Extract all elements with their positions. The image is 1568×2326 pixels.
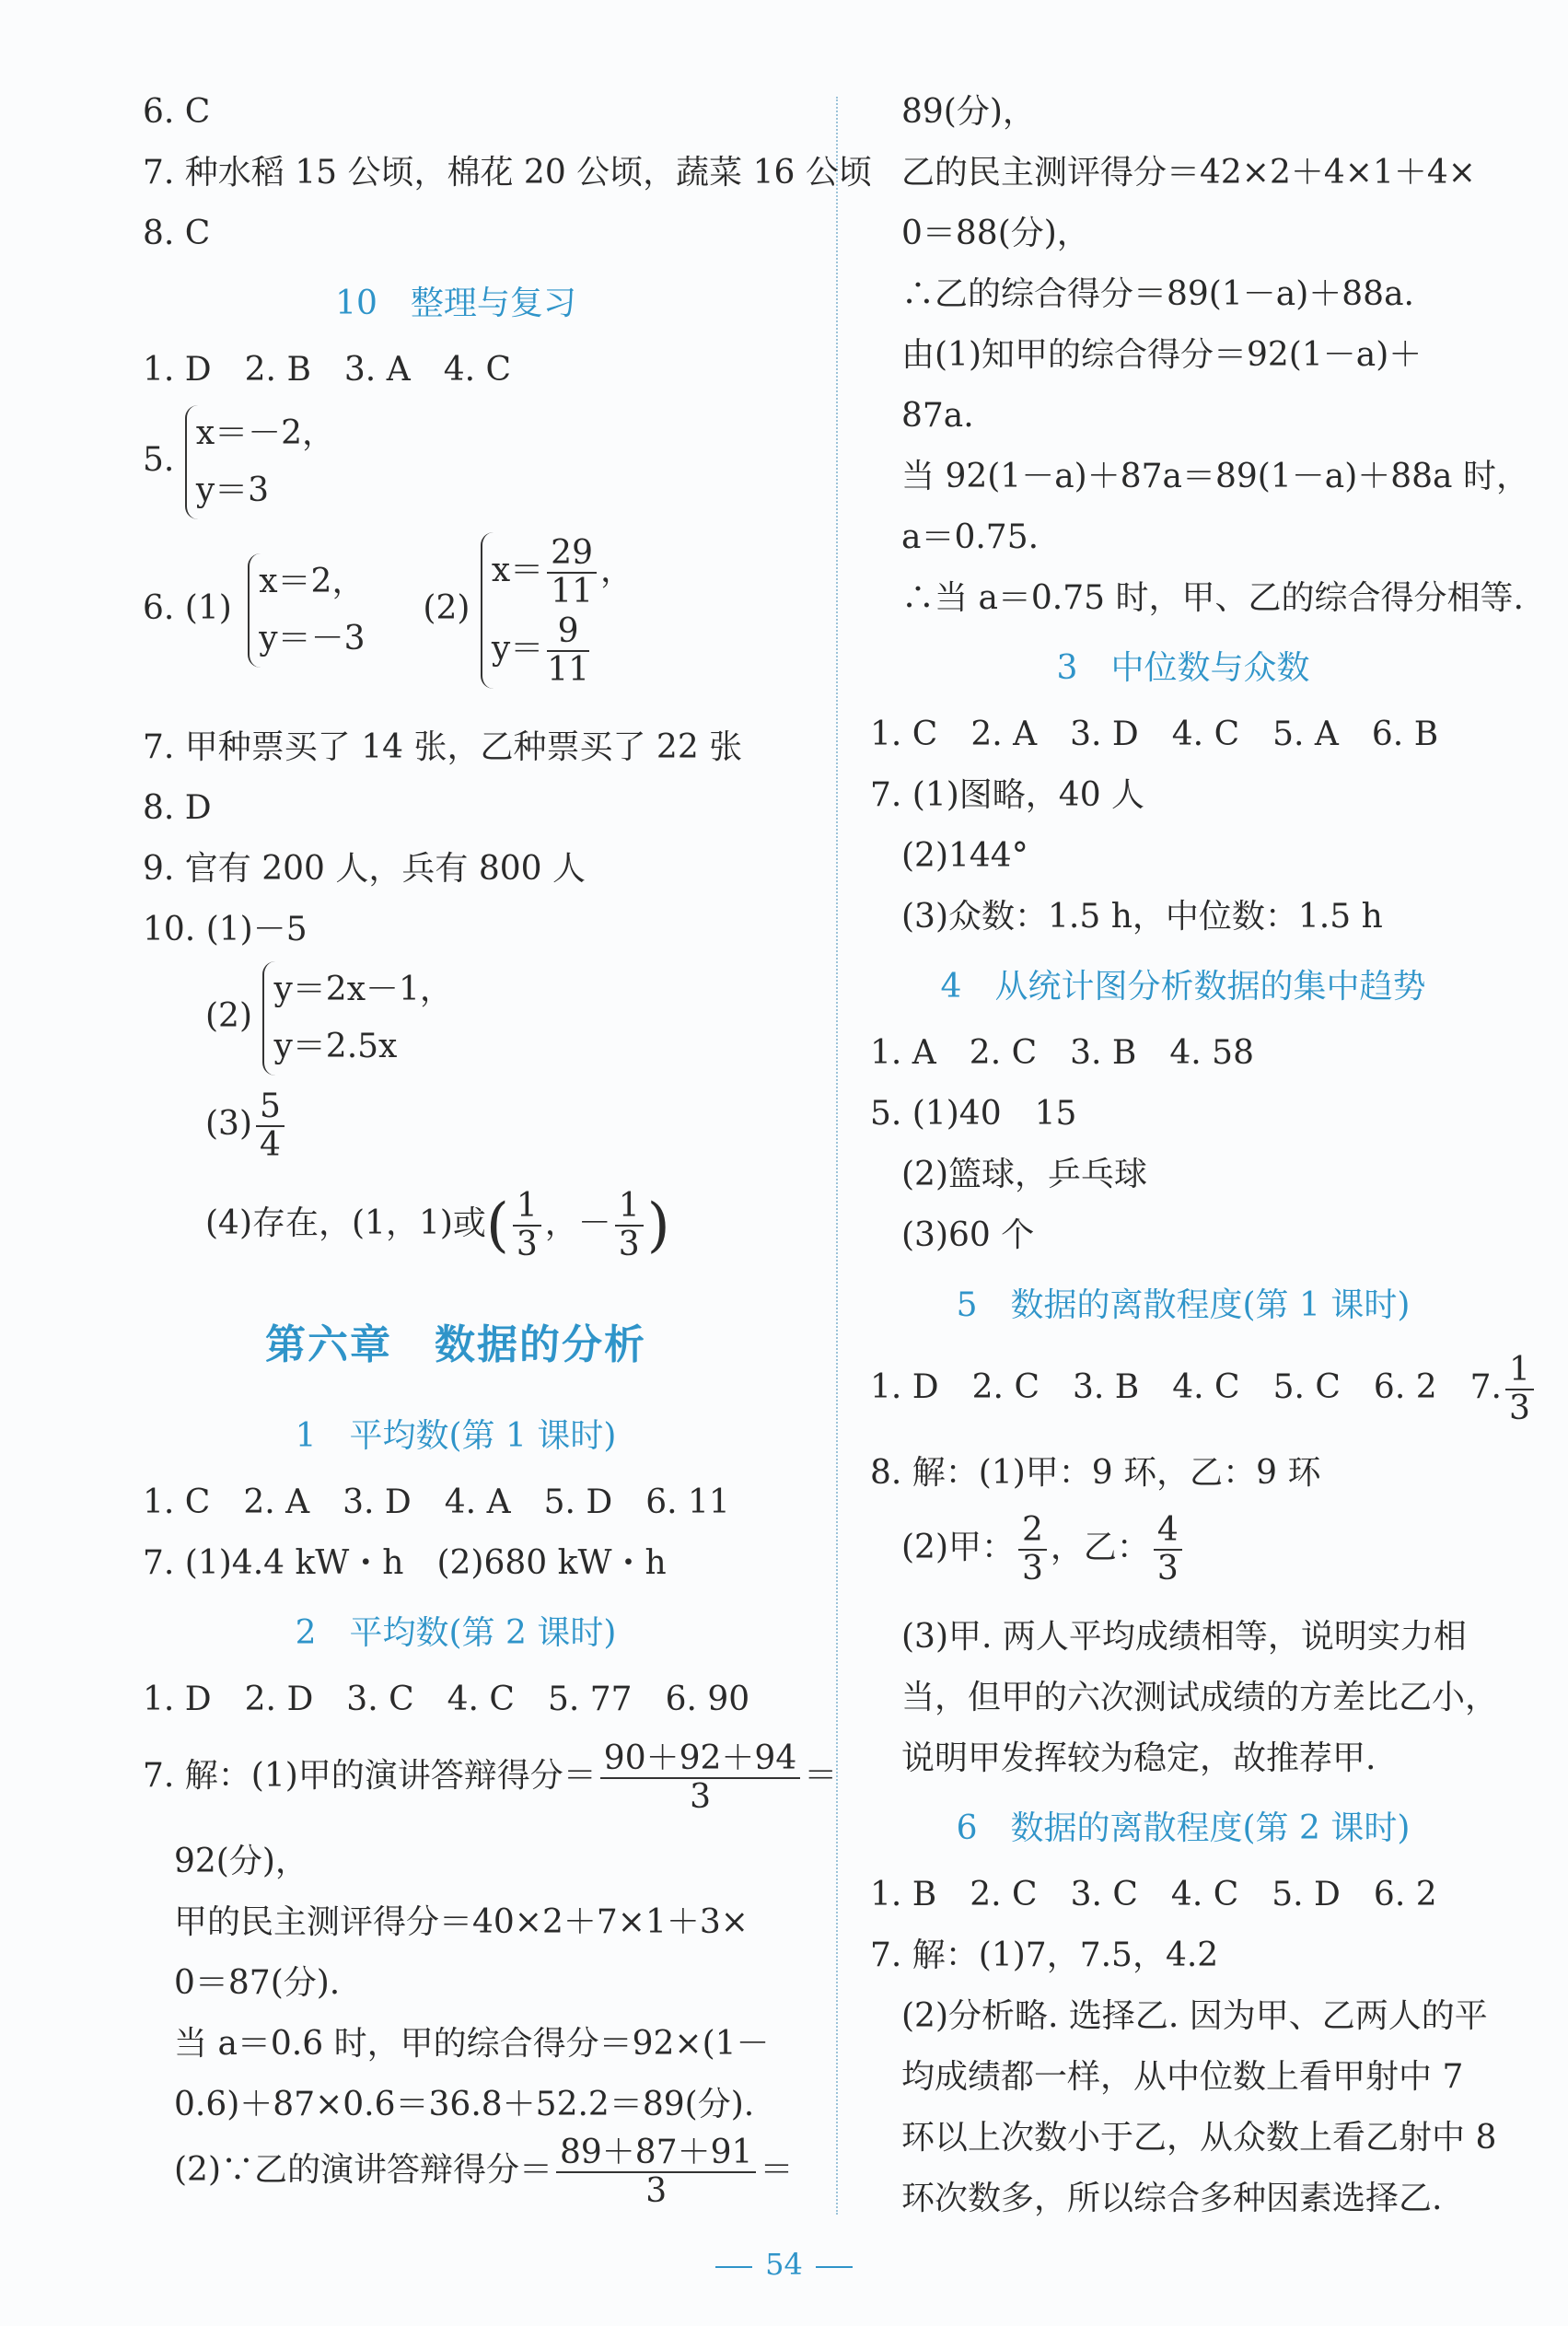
answer-line: 1. D 2. D 3. C 4. C 5. 77 6. 90 bbox=[143, 1681, 750, 1718]
answer-line: (3)众数：1.5 h，中位数：1.5 h bbox=[901, 898, 1383, 936]
footer-dash bbox=[816, 2266, 853, 2268]
fraction-answer bbox=[870, 1512, 1186, 1587]
answer-line: 7. 解：(1)7，7.5，4.2 bbox=[870, 1936, 1219, 1974]
chapter-heading: 第六章 数据的分析 bbox=[265, 1321, 646, 1368]
answer-line: 7. (1)图略，40 人 bbox=[870, 776, 1145, 814]
equation: y＝2x－1， bbox=[273, 971, 453, 1008]
answer-line: 当，但甲的六次测试成绩的方差比乙小， bbox=[901, 1679, 1499, 1716]
answer-text: 7. 解：(1)甲的演讲答辩得分＝ bbox=[143, 1757, 597, 1795]
page-number: 54 bbox=[765, 2247, 803, 2282]
answer-line: 5. (1)40 15 bbox=[870, 1095, 1077, 1133]
answer-line: 0.6)＋87×0.6＝36.8＋52.2＝89(分). bbox=[174, 2086, 755, 2123]
fraction bbox=[547, 535, 597, 611]
denominator: 4 bbox=[260, 1126, 281, 1164]
equation-system-answer bbox=[143, 532, 633, 689]
answer-line: ∴当 a＝0.75 时，甲、乙的综合得分相等. bbox=[901, 579, 1524, 617]
answer-line: 1. A 2. C 3. B 4. 58 bbox=[870, 1034, 1254, 1072]
answer-line: (2)144° bbox=[901, 837, 1028, 875]
answer-text: 1. D 2. C 3. B 4. C 5. C 6. 2 7. bbox=[870, 1368, 1502, 1406]
section-heading: 2 平均数(第 2 课时) bbox=[295, 1614, 617, 1652]
answer-line: 0＝88(分)， bbox=[901, 215, 1090, 252]
fraction-answer bbox=[143, 1740, 837, 1816]
fraction bbox=[547, 613, 589, 689]
numerator: 4 bbox=[1154, 1512, 1182, 1551]
equation: y＝3 bbox=[195, 471, 270, 509]
denominator: 11 bbox=[547, 651, 590, 689]
answer-line: 1. C 2. A 3. D 4. A 5. D 6. 11 bbox=[143, 1483, 730, 1521]
answer-line: 说明甲发挥较为稳定，故推荐甲. bbox=[901, 1739, 1376, 1777]
equation-system bbox=[185, 405, 335, 519]
footer-dash bbox=[715, 2266, 752, 2268]
numerator: 1 bbox=[615, 1188, 644, 1227]
answer-line: 甲的民主测评得分＝40×2＋7×1＋3× bbox=[174, 1903, 749, 1941]
numerator: 29 bbox=[547, 535, 597, 574]
answer-text: ，－ bbox=[544, 1204, 611, 1242]
equation: y＝2.5x bbox=[273, 1028, 398, 1065]
answer-line: 10. (1)－5 bbox=[143, 911, 308, 948]
fraction bbox=[1154, 1512, 1182, 1587]
answer-line: a＝0.75. bbox=[901, 518, 1040, 556]
answer-line: 7. 甲种票买了 14 张，乙种票买了 22 张 bbox=[143, 728, 743, 766]
numerator: 9 bbox=[547, 613, 589, 652]
fraction bbox=[1505, 1352, 1534, 1427]
numerator: 1 bbox=[1505, 1352, 1534, 1390]
sub-question-number: (2) bbox=[423, 589, 470, 627]
denominator: 3 bbox=[1508, 1390, 1530, 1427]
answer-line: 由(1)知甲的综合得分＝92(1－a)＋ bbox=[901, 336, 1423, 374]
answer-line: (3)甲. 两人平均成绩相等，说明实力相 bbox=[901, 1618, 1467, 1656]
answer-line: 9. 官有 200 人，兵有 800 人 bbox=[143, 850, 586, 888]
answer-line: (2)分析略. 选择乙. 因为甲、乙两人的平 bbox=[901, 1997, 1488, 2035]
equation-text: x＝ bbox=[491, 552, 544, 589]
answer-line: 1. C 2. A 3. D 4. C 5. A 6. B bbox=[870, 715, 1439, 753]
answer-line: 1. D 2. B 3. A 4. C bbox=[143, 351, 512, 389]
numerator: 89＋87＋91 bbox=[556, 2134, 756, 2173]
equation-system-answer bbox=[143, 961, 453, 1076]
section-heading: 10 整理与复习 bbox=[335, 285, 576, 322]
numerator: 90＋92＋94 bbox=[600, 1740, 800, 1779]
fraction bbox=[513, 1188, 541, 1263]
equation-text: ， bbox=[599, 552, 633, 589]
page-footer bbox=[0, 2247, 1568, 2282]
equation: y＝－3 bbox=[259, 620, 366, 657]
answer-line: (3)60 个 bbox=[901, 1216, 1035, 1254]
numerator: 5 bbox=[256, 1088, 285, 1127]
answer-line: 当 a＝0.6 时，甲的综合得分＝92×(1－ bbox=[174, 2025, 770, 2063]
answer-line: 7. 种水稻 15 公顷，棉花 20 公顷，蔬菜 16 公顷 bbox=[143, 154, 872, 192]
fraction-answer bbox=[870, 1352, 1538, 1427]
right-paren: ) bbox=[646, 1192, 670, 1260]
answer-line: 均成绩都一样，从中位数上看甲射中 7 bbox=[901, 2058, 1464, 2096]
answer-line: 89(分)， bbox=[901, 93, 1036, 131]
denominator: 3 bbox=[618, 1226, 640, 1263]
numerator: 1 bbox=[513, 1188, 541, 1227]
section-heading: 3 中位数与众数 bbox=[1056, 649, 1310, 687]
denominator: 3 bbox=[1156, 1550, 1179, 1587]
numerator: 2 bbox=[1018, 1512, 1047, 1551]
section-heading: 4 从统计图分析数据的集中趋势 bbox=[940, 968, 1426, 1006]
denominator: 11 bbox=[551, 573, 593, 611]
fraction bbox=[256, 1088, 285, 1164]
question-number: 6. (1) bbox=[143, 589, 232, 627]
answer-text: ＝ bbox=[760, 2151, 794, 2189]
section-heading: 1 平均数(第 1 课时) bbox=[295, 1417, 617, 1455]
fraction-answer bbox=[143, 1088, 288, 1164]
answer-line: (2)篮球，乒乓球 bbox=[901, 1156, 1147, 1193]
answer-text: ，乙： bbox=[1050, 1529, 1150, 1566]
equation-system bbox=[248, 553, 365, 668]
left-paren: ( bbox=[485, 1192, 509, 1260]
fraction-answer bbox=[143, 2134, 793, 2210]
answer-line: 1. B 2. C 3. C 4. C 5. D 6. 2 bbox=[870, 1876, 1437, 1913]
fraction bbox=[1018, 1512, 1047, 1587]
section-heading: 6 数据的离散程度(第 2 课时) bbox=[956, 1809, 1411, 1847]
answer-line: 6. C bbox=[143, 93, 211, 131]
fraction bbox=[556, 2134, 756, 2210]
answer-line: 0＝87(分). bbox=[174, 1964, 341, 2002]
answer-line: ∴乙的综合得分＝89(1－a)＋88a. bbox=[901, 275, 1414, 313]
sub-question-number: (3) bbox=[205, 1105, 252, 1143]
denominator: 3 bbox=[645, 2172, 668, 2210]
answer-line: 8. C bbox=[143, 215, 211, 252]
answer-line: 乙的民主测评得分＝42×2＋4×1＋4× bbox=[901, 154, 1476, 192]
answer-line: 8. D bbox=[143, 789, 212, 827]
equation-system-answer bbox=[143, 405, 335, 519]
answer-text: (2)甲： bbox=[901, 1529, 1015, 1566]
answer-line: 7. (1)4.4 kW・h (2)680 kW・h bbox=[143, 1544, 667, 1582]
denominator: 3 bbox=[690, 1778, 711, 1816]
equation: x＝2， bbox=[259, 563, 366, 600]
question-number: 5. bbox=[143, 441, 175, 479]
denominator: 3 bbox=[1022, 1550, 1043, 1587]
answer-line: 87a. bbox=[901, 397, 974, 435]
answer-line: 92(分)， bbox=[174, 1843, 308, 1880]
answer-line: 当 92(1－a)＋87a＝89(1－a)＋88a 时， bbox=[901, 458, 1529, 495]
answer-text: (2)∵乙的演讲答辩得分＝ bbox=[174, 2151, 552, 2189]
denominator: 3 bbox=[516, 1226, 538, 1263]
equation-text: y＝ bbox=[491, 630, 544, 668]
sub-question-number: (2) bbox=[205, 997, 252, 1035]
answer-line: 8. 解：(1)甲：9 环，乙：9 环 bbox=[870, 1454, 1321, 1492]
fraction bbox=[615, 1188, 644, 1263]
equation: x＝－2， bbox=[195, 414, 336, 452]
section-heading: 5 数据的离散程度(第 1 课时) bbox=[956, 1286, 1411, 1324]
fraction bbox=[600, 1740, 800, 1816]
equation-system bbox=[262, 961, 452, 1076]
answer-text: ＝ bbox=[804, 1757, 838, 1795]
answer-line: 环次数多，所以综合多种因素选择乙. bbox=[901, 2180, 1443, 2217]
answer-line: 环以上次数小于乙，从众数上看乙射中 8 bbox=[901, 2119, 1497, 2157]
coordinate-answer bbox=[143, 1188, 670, 1263]
answer-text: (4)存在，(1，1)或 bbox=[205, 1204, 486, 1242]
equation-system bbox=[481, 532, 633, 689]
column-divider bbox=[836, 97, 838, 2215]
